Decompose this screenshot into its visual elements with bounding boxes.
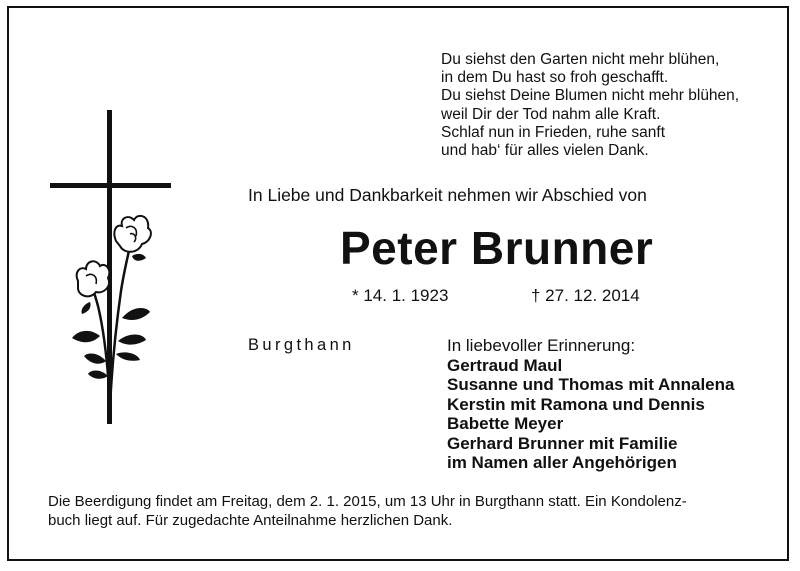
funeral-notice-line: Die Beerdigung findet am Freitag, dem 2. 1. 2015, um 13 Uhr in Burgthann statt. Ein Kondolenz-: [48, 493, 687, 510]
mourners-list: [447, 336, 734, 473]
poem-line: weil Dir der Tod nahm alle Kraft.: [441, 105, 661, 123]
deceased-name: Peter Brunner: [340, 222, 654, 274]
poem-line: und hab‘ für alles vielen Dank.: [441, 142, 649, 160]
mourner-name: Susanne und Thomas mit Annalena: [447, 375, 735, 394]
poem-line: in dem Du hast so froh geschafft.: [441, 69, 669, 87]
birth-date: * 14. 1. 1923: [352, 286, 449, 305]
mourner-name: Gerhard Brunner mit Familie: [447, 433, 678, 453]
mourners-heading: In liebevoller Erinnerung:: [447, 336, 636, 355]
funeral-notice-line: buch liegt auf. Für zugedachte Anteilnahme herzlichen Dank.: [48, 512, 453, 529]
mourner-name: Kerstin mit Ramona und Dennis: [447, 394, 705, 414]
funeral-notice: [48, 492, 758, 530]
mourner-name: Gertraud Maul: [447, 355, 563, 375]
poem-line: Du siehst den Garten nicht mehr blühen,: [441, 51, 720, 68]
mourner-name: im Namen aller Angehörigen: [447, 453, 677, 472]
death-date: † 27. 12. 2014: [531, 286, 640, 305]
poem: [441, 51, 781, 160]
intro-text: In Liebe und Dankbarkeit nehmen wir Abschied von: [248, 185, 647, 205]
mourner-name: Babette Meyer: [447, 414, 564, 433]
poem-line: Du siehst Deine Blumen nicht mehr blühen,: [441, 87, 740, 105]
cross-with-roses-icon: [46, 106, 176, 428]
poem-line: Schlaf nun in Frieden, ruhe sanft: [441, 123, 666, 141]
place-name: Burgthann: [248, 336, 355, 354]
